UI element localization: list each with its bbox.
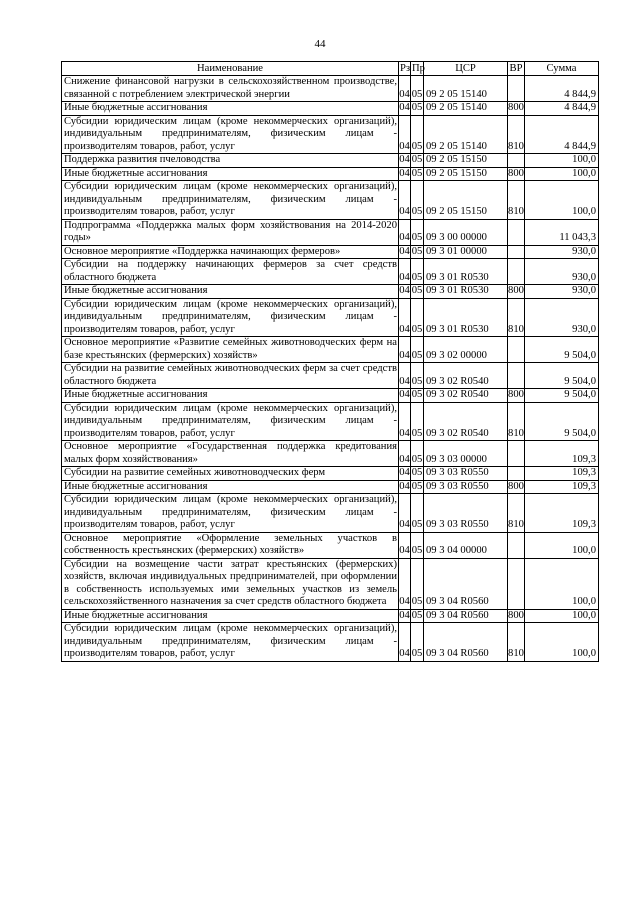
table-row — [62, 76, 599, 102]
cell-vr: 800 — [508, 480, 524, 492]
cell-sum: 100,0 — [525, 609, 599, 623]
header-csr: ЦСР — [424, 62, 508, 76]
cell-pr: 05 — [411, 167, 423, 179]
cell-pr: 05 — [411, 115, 424, 154]
cell-vr — [508, 245, 525, 259]
cell-csr: 09 2 05 15140 — [424, 115, 508, 154]
cell-sum: 100,0 — [525, 167, 599, 181]
cell-name: Иные бюджетные ассигнования — [62, 389, 399, 403]
cell-rz: 04 — [399, 532, 411, 558]
cell-csr: 09 3 01 00000 — [424, 245, 508, 259]
cell-csr: 09 3 04 R0560 — [424, 558, 508, 609]
cell-sum: 109,3 — [525, 480, 599, 494]
cell-csr: 09 3 01 R0530 — [424, 259, 508, 285]
table-row — [62, 467, 599, 481]
cell-vr — [508, 363, 525, 389]
cell-sum: 109,3 — [525, 494, 599, 533]
budget-table — [61, 61, 599, 662]
cell-pr: 05 — [411, 623, 424, 662]
cell-sum: 4 844,9 — [525, 115, 599, 154]
table-row — [62, 480, 599, 494]
header-vr: ВР — [508, 62, 525, 76]
table-row — [62, 402, 599, 441]
cell-csr: 09 2 05 15150 — [424, 181, 508, 220]
cell-pr: 05 — [411, 480, 423, 492]
cell-name: Иные бюджетные ассигнования — [62, 609, 399, 623]
cell-name: Поддержка развития пчеловодства — [62, 154, 399, 168]
cell-name: Субсидии юридическим лицам (кроме некоммерческих организаций), индивидуальным предпринимателям, физическим лицам - производителям товаров, работ, услуг — [62, 494, 399, 533]
cell-sum: 100,0 — [525, 154, 599, 168]
cell-rz: 04 — [399, 623, 411, 662]
cell-name: Субсидии на поддержку начинающих фермеров за счет средств областного бюджета — [62, 259, 399, 285]
table-row — [62, 181, 599, 220]
cell-pr: 05 — [411, 609, 423, 621]
table-row — [62, 102, 599, 116]
cell-name: Основное мероприятие «Оформление земельных участков в собственность крестьянских (фермерских) хозяйств» — [62, 532, 399, 558]
cell-vr — [508, 154, 525, 168]
table-row — [62, 154, 599, 168]
cell-rz: 04 — [399, 441, 411, 467]
cell-vr — [508, 558, 525, 609]
cell-sum: 9 504,0 — [525, 363, 599, 389]
cell-csr: 09 3 03 R0550 — [424, 467, 508, 481]
cell-csr: 09 3 01 R0530 — [424, 298, 508, 337]
cell-csr: 09 3 02 R0540 — [424, 402, 508, 441]
cell-pr: 05 — [411, 181, 424, 220]
cell-vr — [508, 532, 525, 558]
cell-csr: 09 3 04 R0560 — [424, 609, 508, 623]
cell-name: Субсидии юридическим лицам (кроме некоммерческих организаций), индивидуальным предпринимателям, физическим лицам - производителям товаров, работ, услуг — [62, 181, 399, 220]
cell-vr: 800 — [508, 102, 524, 113]
cell-pr: 05 — [411, 154, 423, 165]
cell-csr: 09 3 02 R0540 — [424, 389, 508, 403]
cell-csr: 09 2 05 15140 — [424, 76, 508, 102]
cell-vr — [508, 219, 525, 245]
cell-rz: 04 — [399, 285, 410, 296]
cell-rz: 04 — [399, 337, 411, 363]
cell-csr: 09 2 05 15150 — [424, 154, 508, 168]
cell-rz: 04 — [399, 558, 411, 609]
cell-sum: 4 844,9 — [525, 102, 599, 116]
cell-sum: 930,0 — [525, 285, 599, 299]
cell-rz: 04 — [399, 167, 410, 179]
table-row — [62, 623, 599, 662]
cell-vr: 810 — [508, 298, 525, 337]
cell-sum: 9 504,0 — [525, 389, 599, 403]
cell-sum: 100,0 — [525, 623, 599, 662]
table-row — [62, 494, 599, 533]
table-row — [62, 532, 599, 558]
cell-rz: 04 — [399, 298, 411, 337]
cell-name: Субсидии юридическим лицам (кроме некоммерческих организаций), индивидуальным предпринимателям, физическим лицам - производителям товаров, работ, услуг — [62, 298, 399, 337]
cell-sum: 11 043,3 — [525, 219, 599, 245]
cell-sum: 9 504,0 — [525, 337, 599, 363]
cell-pr: 05 — [411, 337, 424, 363]
cell-pr: 05 — [411, 245, 423, 257]
cell-rz: 04 — [399, 259, 411, 285]
cell-rz: 04 — [399, 219, 411, 245]
cell-pr: 05 — [411, 558, 424, 609]
table-header-row — [62, 62, 599, 76]
cell-pr: 05 — [411, 76, 424, 102]
cell-name: Подпрограмма «Поддержка малых форм хозяйствования на 2014-2020 годы» — [62, 219, 399, 245]
cell-rz: 04 — [399, 480, 410, 492]
cell-sum: 930,0 — [525, 259, 599, 285]
cell-csr: 09 3 04 00000 — [424, 532, 508, 558]
cell-name: Основное мероприятие «Поддержка начинающих фермеров» — [62, 245, 399, 259]
cell-pr: 05 — [411, 402, 424, 441]
cell-pr: 05 — [411, 363, 424, 389]
cell-pr: 05 — [411, 532, 424, 558]
cell-name: Иные бюджетные ассигнования — [62, 285, 399, 299]
cell-pr: 05 — [411, 102, 423, 113]
cell-sum: 100,0 — [525, 532, 599, 558]
cell-rz: 04 — [399, 76, 411, 102]
cell-name: Субсидии на возмещение части затрат крестьянских (фермерских) хозяйств, включая индивидуальных предпринимателей, при оформлении в собственность используемых ими земельных участков из земель сельскохозяйственного назначения за счет средств областного бюджета — [62, 558, 399, 609]
cell-rz: 04 — [399, 115, 411, 154]
cell-rz: 04 — [399, 102, 410, 113]
cell-pr: 05 — [411, 259, 424, 285]
cell-vr — [508, 259, 525, 285]
cell-name: Субсидии юридическим лицам (кроме некоммерческих организаций), индивидуальным предпринимателям, физическим лицам - производителям товаров, работ, услуг — [62, 402, 399, 441]
cell-name: Основное мероприятие «Государственная поддержка кредитования малых форм хозяйствования» — [62, 441, 399, 467]
cell-rz: 04 — [399, 402, 411, 441]
cell-rz: 04 — [399, 245, 410, 257]
table-row — [62, 337, 599, 363]
cell-name: Субсидии юридическим лицам (кроме некоммерческих организаций), индивидуальным предпринимателям, физическим лицам - производителям товаров, работ, услуг — [62, 623, 399, 662]
cell-sum: 4 844,9 — [525, 76, 599, 102]
cell-rz: 04 — [399, 363, 411, 389]
cell-csr: 09 2 05 15150 — [424, 167, 508, 181]
cell-vr — [508, 337, 525, 363]
cell-vr: 810 — [508, 402, 525, 441]
table-row — [62, 259, 599, 285]
cell-name: Субсидии на развитие семейных животноводческих ферм за счет средств областного бюджета — [62, 363, 399, 389]
cell-sum: 930,0 — [525, 298, 599, 337]
cell-csr: 09 3 00 00000 — [424, 219, 508, 245]
table-row — [62, 363, 599, 389]
cell-pr: 05 — [411, 389, 423, 400]
table-row — [62, 609, 599, 623]
cell-vr: 800 — [508, 285, 524, 296]
cell-name: Иные бюджетные ассигнования — [62, 167, 399, 181]
cell-vr: 810 — [508, 623, 525, 662]
cell-pr: 05 — [411, 441, 424, 467]
cell-rz: 04 — [399, 467, 410, 478]
cell-pr: 05 — [411, 467, 423, 478]
cell-vr: 800 — [508, 609, 524, 621]
cell-vr — [508, 441, 525, 467]
cell-vr: 800 — [508, 167, 524, 179]
cell-rz: 04 — [399, 154, 410, 165]
cell-vr: 810 — [508, 494, 525, 533]
cell-csr: 09 3 02 00000 — [424, 337, 508, 363]
cell-name: Субсидии на развитие семейных животноводческих ферм — [62, 467, 399, 481]
page-number: 44 — [314, 38, 326, 50]
table-row — [62, 441, 599, 467]
table-row — [62, 558, 599, 609]
cell-csr: 09 3 04 R0560 — [424, 623, 508, 662]
cell-vr: 810 — [508, 115, 525, 154]
header-sum: Сумма — [525, 62, 599, 76]
cell-rz: 04 — [399, 389, 410, 400]
table-row — [62, 285, 599, 299]
cell-name: Субсидии юридическим лицам (кроме некоммерческих организаций), индивидуальным предпринимателям, физическим лицам - производителям товаров, работ, услуг — [62, 115, 399, 154]
cell-vr — [508, 76, 525, 102]
table-row — [62, 298, 599, 337]
header-pr: Пр — [412, 63, 425, 74]
cell-rz: 04 — [399, 181, 411, 220]
cell-sum: 9 504,0 — [525, 402, 599, 441]
cell-name: Снижение финансовой нагрузки в сельскохозяйственном производстве, связанной с потреблением электрической энергии — [62, 76, 399, 102]
cell-pr: 05 — [411, 285, 423, 296]
cell-vr: 800 — [508, 389, 524, 400]
table-row — [62, 389, 599, 403]
cell-sum: 930,0 — [525, 245, 599, 259]
cell-name: Основное мероприятие «Развитие семейных животноводческих ферм на базе крестьянских (фермерских) хозяйств» — [62, 337, 399, 363]
cell-name: Иные бюджетные ассигнования — [62, 102, 399, 116]
header-name: Наименование — [62, 62, 399, 76]
cell-sum: 100,0 — [525, 558, 599, 609]
table-row — [62, 219, 599, 245]
cell-csr: 09 3 03 R0550 — [424, 494, 508, 533]
cell-pr: 05 — [411, 494, 424, 533]
cell-csr: 09 3 01 R0530 — [424, 285, 508, 299]
cell-sum: 109,3 — [525, 441, 599, 467]
cell-sum: 109,3 — [525, 467, 599, 481]
cell-csr: 09 3 03 00000 — [424, 441, 508, 467]
table-row — [62, 167, 599, 181]
cell-sum: 100,0 — [525, 181, 599, 220]
header-rz: Рз — [400, 63, 411, 74]
cell-name: Иные бюджетные ассигнования — [62, 480, 399, 494]
cell-vr — [508, 467, 525, 481]
cell-csr: 09 3 02 R0540 — [424, 363, 508, 389]
table-body — [62, 76, 599, 662]
cell-pr: 05 — [411, 298, 424, 337]
cell-csr: 09 2 05 15140 — [424, 102, 508, 116]
cell-rz: 04 — [399, 494, 411, 533]
table-row — [62, 115, 599, 154]
cell-csr: 09 3 03 R0550 — [424, 480, 508, 494]
cell-pr: 05 — [411, 219, 424, 245]
cell-rz: 04 — [399, 609, 410, 621]
cell-vr: 810 — [508, 181, 525, 220]
table-row — [62, 245, 599, 259]
